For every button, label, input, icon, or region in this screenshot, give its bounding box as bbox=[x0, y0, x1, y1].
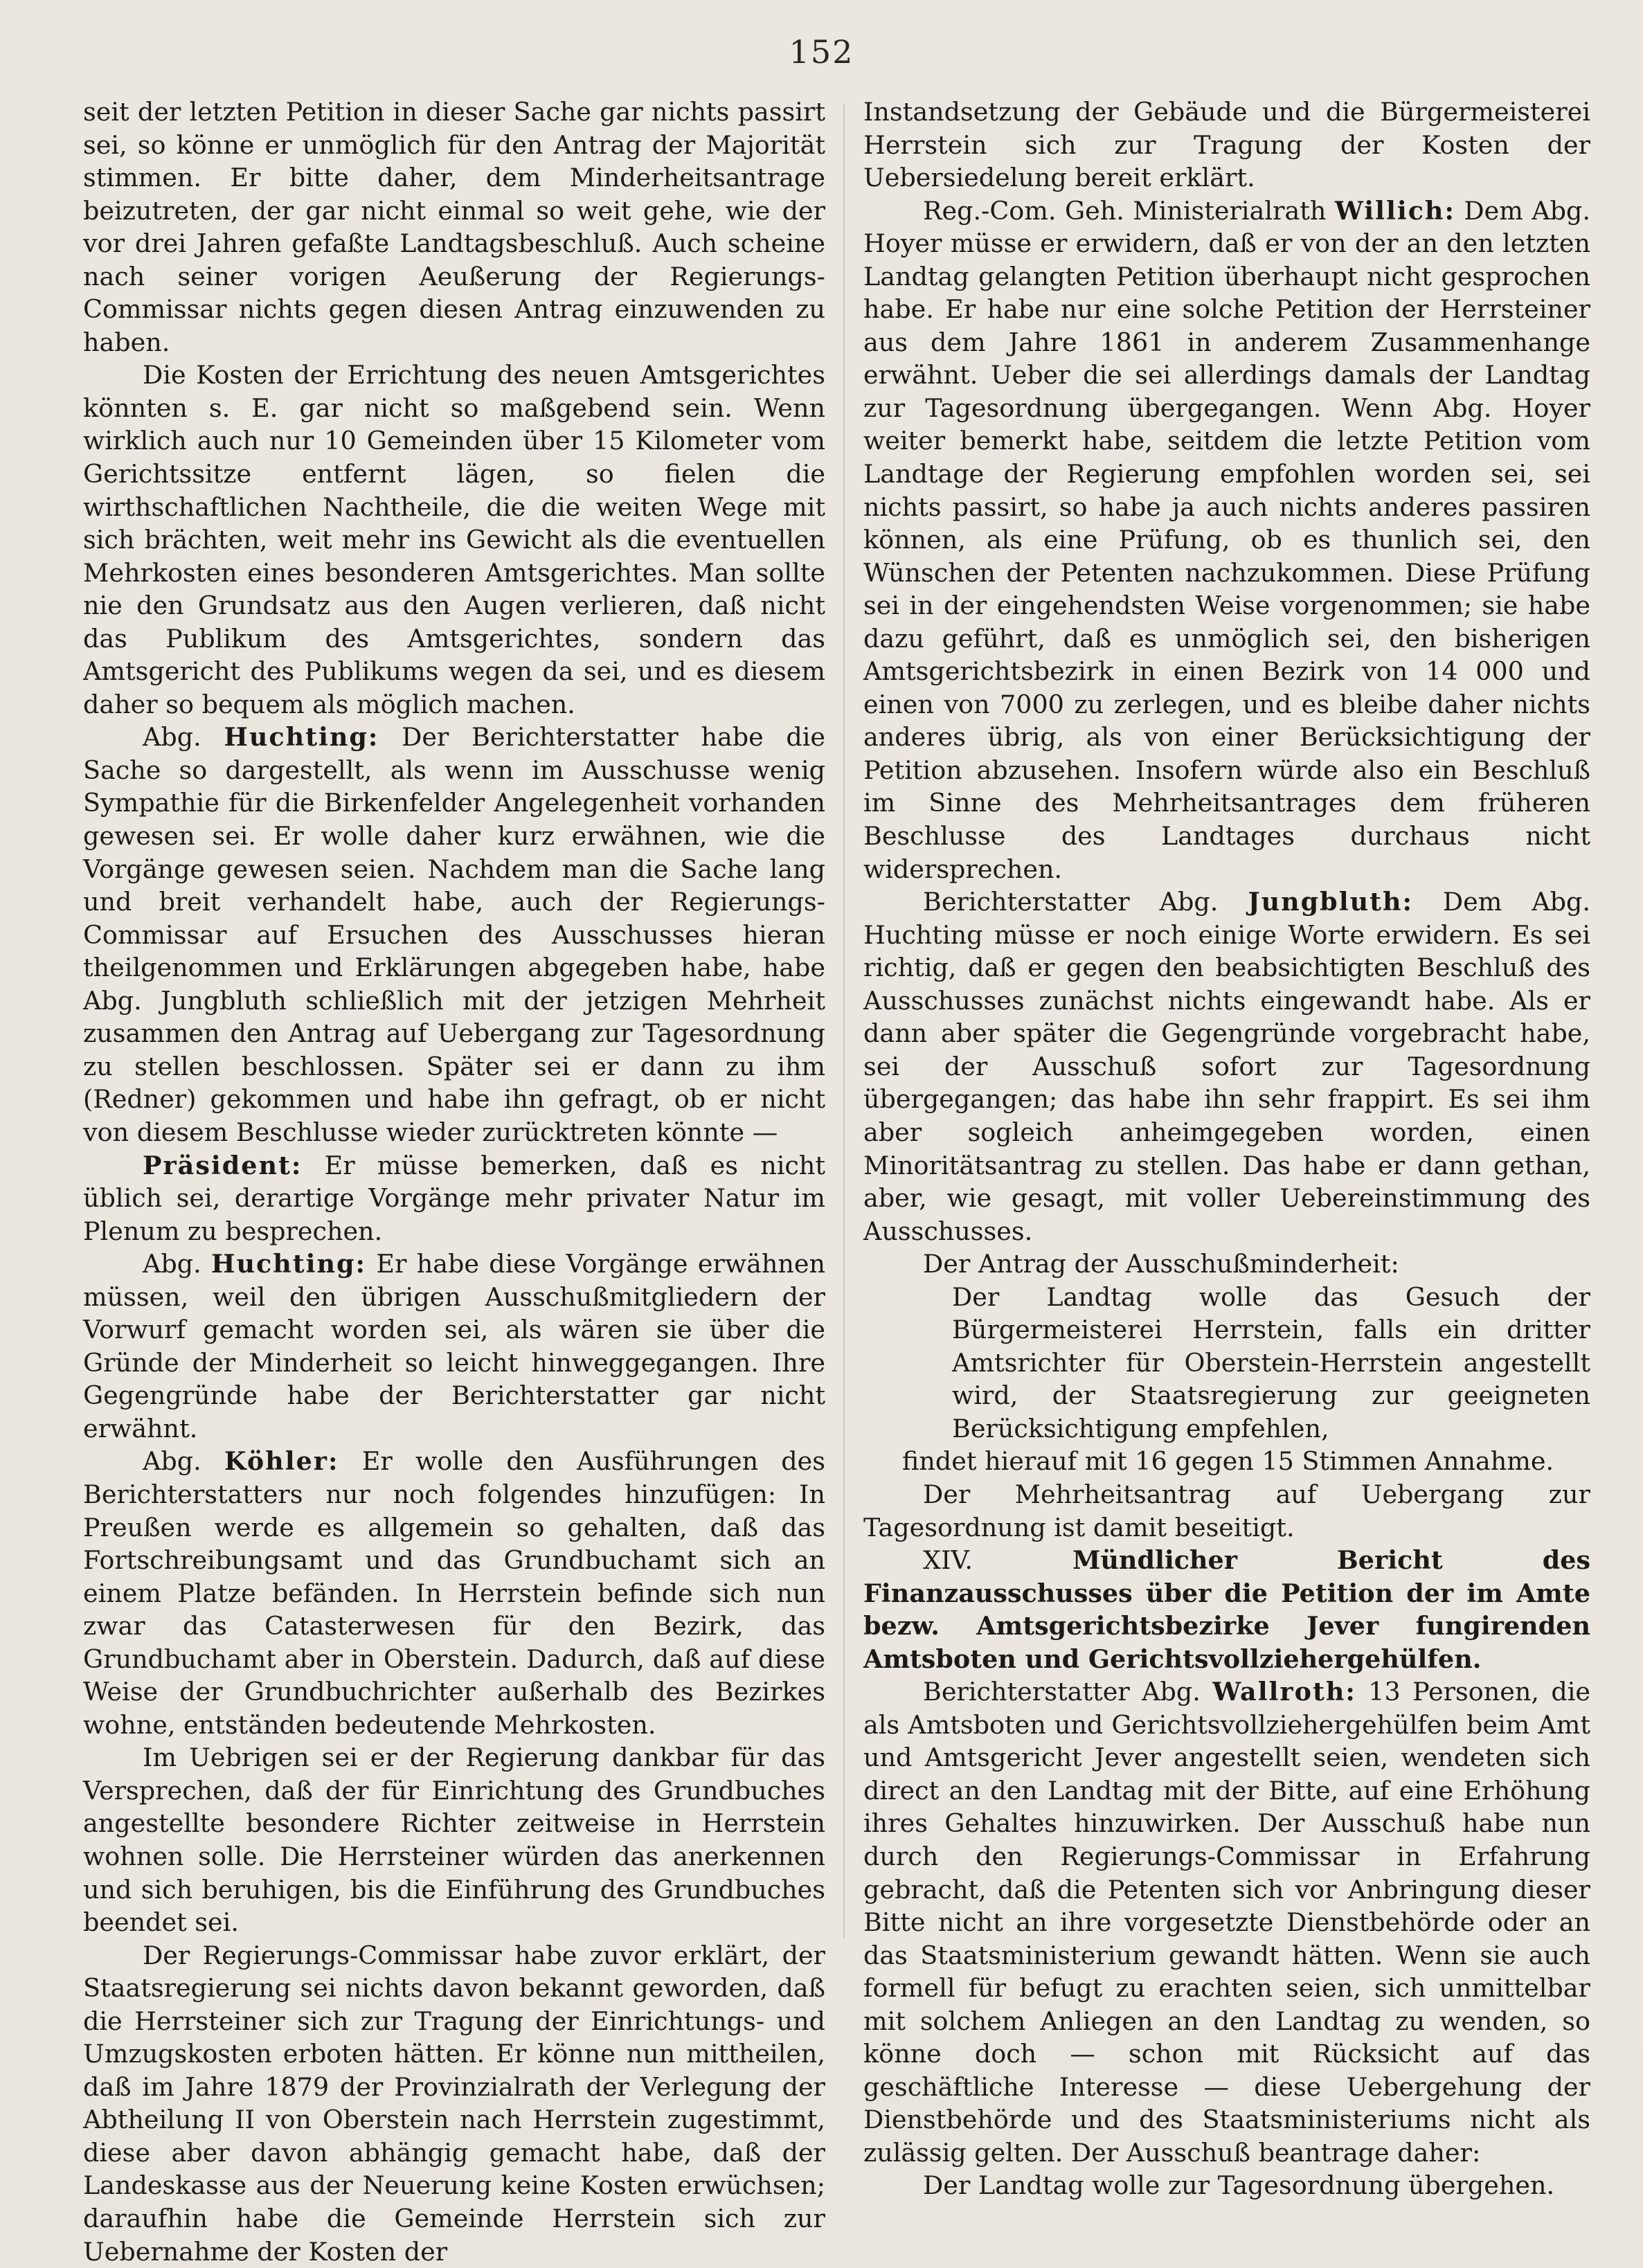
speaker-name: Willich: bbox=[1334, 195, 1455, 226]
motion-body: Der Landtag wolle das Gesuch der Bürgermeisterei Herrstein, falls ein dritter Amtsrichter für Oberstein-Herrstein angestellt wird, der Staatsregierung zur geeigneten Berücksichtigung empfehlen, bbox=[952, 1281, 1590, 1443]
column-divider bbox=[843, 104, 845, 1938]
speaker-name: Huchting: bbox=[224, 722, 379, 753]
speech-text: Er wolle den Ausführungen des Berichterstatters nur noch folgendes hinzufügen: In Preußen werde es allgemein so gehalten, daß das Fortschreibungsamt und das Grundbuchamt sich an einem Platze befänden. In Herrstein befinde sich nun zwar das Catasterwesen für den Bezirk, das Grundbuchamt aber in Oberstein. Dadurch, daß auf diese Weise der Grundbuchrichter außerhalb des Bezirkes wohne, entständen bedeutende Mehrkosten. bbox=[83, 1446, 826, 1740]
speech-text: Er müsse bemerken, daß es nicht üblich sei, derartige Vorgänge mehr privater Natur im Plenum zu besprechen. bbox=[83, 1150, 825, 1246]
speech-text: 13 Personen, die als Amtsboten und Gerichtsvollziehergehülfen beim Amt und Amtsgericht Jever angestellt seien, wendeten sich direct an den Landtag mit der Bitte, auf eine Erhöhung ihres Gehaltes hinzuwirken. Der Ausschuß habe nun durch den Regierungs-Commissar in Erfahrung gebracht, daß die Petenten sich vor Anbringung dieser Bitte nicht an ihre vorgesetzte Dienstbehörde oder an das Staatsministerium gewandt hätten. Wenn sie auch formell für befugt zu erachten seien, sich unmittelbar mit solchem Anliegen an den Landtag zu wenden, so könne doch — schon mit Rücksicht auf das geschäftliche Interesse — diese Uebergehung der Dienstbehörde und des Staatsministeriums nicht als zulässig gelten. Der Ausschuß beantrage daher: bbox=[863, 1677, 1590, 2168]
speaker-prefix: Abg. bbox=[143, 1249, 211, 1279]
speaker-paragraph bbox=[83, 1248, 825, 1445]
paragraph: Im Uebrigen sei er der Regierung dankbar für das Versprechen, daß der für Einrichtung des Grundbuches angestellte besondere Richter zeitweise in Herrstein wohnen solle. Die Herrsteiner würden das anerkennen und sich beruhigen, bis die Einführung des Grundbuches beendet sei. bbox=[83, 1743, 825, 1938]
speaker-paragraph bbox=[863, 885, 1590, 1248]
motion-intro: Der Landtag wolle zur Tagesordnung übergehen. bbox=[923, 2170, 1555, 2201]
paragraph: Die Kosten der Errichtung des neuen Amtsgerichtes könnten s. E. gar nicht so maßgebend sein. Wenn wirklich auch nur 10 Gemeinden über 15 Kilometer vom Gerichtssitze entfernt lägen, so fielen die wirthschaftlichen Nachtheile, die die weiten Wege mit sich brächten, weit mehr ins Gewicht als die eventuellen Mehrkosten eines besonderen Amtsgerichtes. Man sollte nie den Grundsatz aus den Augen verlieren, daß nicht das Publikum des Amtsgerichtes, sondern das Amtsgericht des Publikums wegen da sei, und es diesem daher so bequem als möglich machen. bbox=[83, 360, 825, 719]
paragraph: Der Mehrheitsantrag auf Uebergang zur Tagesordnung ist damit beseitigt. bbox=[863, 1479, 1590, 1542]
speaker-paragraph bbox=[83, 721, 825, 1149]
paragraph: Instandsetzung der Gebäude und die Bürgermeisterei Herrstein sich zur Tragung der Kosten der Uebersiedelung bereit erklärt. bbox=[863, 97, 1590, 193]
speech-text: Dem Abg. Hoyer müsse er erwidern, daß er von der an den letzten Landtag gelangten Petition überhaupt nicht gesprochen habe. Er habe nur eine solche Petition der Herrsteiner aus dem Jahre 1861 in anderem Zusammenhange erwähnt. Ueber die sei allerdings damals der Landtag zur Tagesordnung übergegangen. Wenn Abg. Hoyer weiter bemerkt habe, seitdem die letzte Petition vom Landtage der Regierung empfohlen worden sei, sei nichts passirt, so habe ja auch nichts anderes passiren können, als eine Prüfung, ob es thunlich sei, den Wünschen der Petenten nachzukommen. Diese Prüfung sei in der eingehendsten Weise vorgenommen; sie habe dazu geführt, daß es unmöglich sei, den bisherigen Amtsgerichtsbezirk in einen Bezirk von 14 000 und einen von 7000 zu zerlegen, und es bleibe daher nichts anderes übrig, als von einer Berücksichtigung der Petition abzusehen. Insofern würde also ein Beschluß im Sinne des Mehrheitsantrages dem früheren Beschlusse des Landtages durchaus nicht widersprechen. bbox=[863, 195, 1590, 884]
left-column bbox=[83, 96, 825, 2268]
speaker-prefix: Berichterstatter Abg. bbox=[923, 887, 1248, 917]
paragraph: seit der letzten Petition in dieser Sache gar nichts passirt sei, so könne er unmöglich für den Antrag der Majorität stimmen. Er bitte daher, dem Minderheitsantrage beizutreten, der gar nicht einmal so weit gehe, wie der vor drei Jahren gefaßte Landtagsbeschluß. Auch scheine nach seiner vorigen Aeußerung der Regierungs-Commissar nichts gegen diesen Antrag einzuwenden zu haben. bbox=[83, 97, 825, 357]
motion-result: findet hierauf mit 16 gegen 15 Stimmen Annahme. bbox=[902, 1446, 1554, 1477]
speaker-name: Köhler: bbox=[224, 1446, 339, 1477]
page-number: 152 bbox=[789, 33, 854, 71]
speech-text: Er habe diese Vorgänge erwähnen müssen, weil den übrigen Ausschußmitgliedern der Vorwurf gemacht worden sei, als wären sie über die Gründe der Minderheit so leicht hinweggegangen. Ihre Gegengründe habe der Berichterstatter gar nicht erwähnt. bbox=[83, 1249, 825, 1443]
speaker-name: Huchting: bbox=[210, 1249, 367, 1279]
speech-text: Dem Abg. Huchting müsse er noch einige Worte erwidern. Es sei richtig, daß er gegen den beabsichtigten Beschluß des Ausschusses zunächst nichts eingewandt habe. Als er dann aber später die Gegengründe vorgebracht habe, sei der Ausschuß sofort zur Tagesordnung übergegangen; das habe ihn sehr frappirt. Es sei ihm aber sogleich anheimgegeben worden, einen Minoritätsantrag zu stellen. Das habe er dann gethan, aber, wie gesagt, mit voller Uebereinstimmung des Ausschusses. bbox=[863, 887, 1591, 1246]
section-number: XIV. bbox=[923, 1545, 973, 1576]
speech-text: Der Berichterstatter habe die Sache so dargestellt, als wenn im Ausschusse wenig Sympathie für die Birkenfelder Angelegenheit vorhanden gewesen sei. Er wolle daher kurz erwähnen, wie die Vorgänge gewesen seien. Nachdem man die Sache lang und breit verhandelt habe, auch der Regierungs-Commissar auf Ersuchen des Ausschusses hieran theilgenommen und Erklärungen abgegeben habe, habe Abg. Jungbluth schließlich mit der jetzigen Mehrheit zusammen den Antrag auf Uebergang zur Tagesordnung zu stellen beschlossen. Später sei er dann zu ihm (Redner) gekommen und habe ihn gefragt, ob er nicht von diesem Beschlusse wieder zurücktreten könnte — bbox=[83, 722, 825, 1147]
speaker-prefix: Abg. bbox=[143, 722, 224, 753]
speaker-prefix: Berichterstatter Abg. bbox=[923, 1677, 1213, 1707]
section-heading bbox=[863, 1544, 1590, 1675]
speaker-prefix: Reg.-Com. Geh. Ministerialrath bbox=[923, 195, 1335, 226]
speaker-name: Wallroth: bbox=[1212, 1677, 1356, 1707]
section-title-text: Mündlicher Bericht des Finanzausschusses über die Petition der im Amte bezw. Amtsgerichtsbezirke Jever fungirenden Amtsboten und Gerichtsvollziehergehülfen. bbox=[863, 1545, 1590, 1674]
paragraph: Der Regierungs-Commissar habe zuvor erklärt, der Staatsregierung sei nichts davon bekannt geworden, daß die Herrsteiner sich zur Tragung der Einrichtungs- und Umzugskosten erboten hätten. Er könne nun mittheilen, daß im Jahre 1879 der Provinzialrath der Verlegung der Abtheilung II von Oberstein nach Herrstein zugestimmt, diese aber davon abhängig gemacht habe, daß der Landeskasse aus der Neuerung keine Kosten erwüchsen; daraufhin habe die Gemeinde Herrstein sich zur Uebernahme der Kosten der bbox=[83, 1940, 825, 2267]
motion-intro: Der Antrag der Ausschußminderheit: bbox=[923, 1249, 1399, 1279]
speaker-paragraph bbox=[83, 1445, 825, 1741]
speaker-name: Präsident: bbox=[143, 1150, 303, 1180]
speaker-paragraph bbox=[83, 1149, 825, 1248]
speaker-paragraph bbox=[863, 1675, 1590, 2169]
speaker-name: Jungbluth: bbox=[1248, 887, 1413, 917]
speaker-paragraph bbox=[863, 195, 1590, 885]
right-column bbox=[863, 96, 1590, 2202]
speaker-prefix: Abg. bbox=[143, 1446, 224, 1477]
